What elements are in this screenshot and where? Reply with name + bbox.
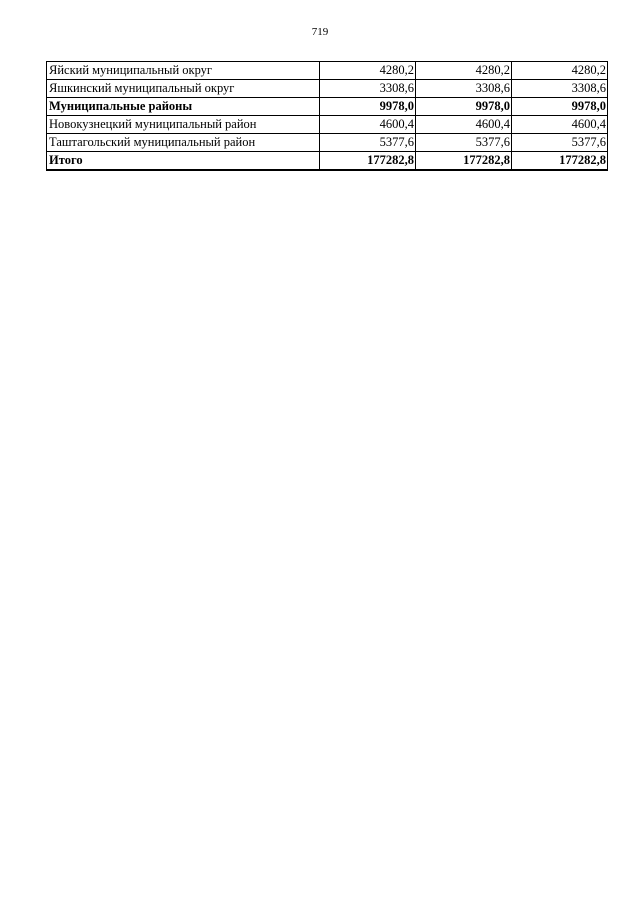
row-value-1: 4600,4 (320, 116, 416, 134)
row-name: Муниципальные районы (47, 98, 320, 116)
row-value-2: 4280,2 (416, 62, 512, 80)
table-row-subtotal (47, 98, 608, 116)
row-value-1: 3308,6 (320, 80, 416, 98)
row-value-2: 9978,0 (416, 98, 512, 116)
row-value-1: 4280,2 (320, 62, 416, 80)
row-value-1: 9978,0 (320, 98, 416, 116)
table-row (47, 134, 608, 152)
row-name: Новокузнецкий муниципальный район (47, 116, 320, 134)
row-value-2: 177282,8 (416, 152, 512, 171)
row-value-1: 177282,8 (320, 152, 416, 171)
row-value-3: 3308,6 (512, 80, 608, 98)
row-name: Яйский муниципальный округ (47, 62, 320, 80)
row-value-3: 177282,8 (512, 152, 608, 171)
row-value-2: 5377,6 (416, 134, 512, 152)
row-value-3: 4280,2 (512, 62, 608, 80)
row-value-3: 4600,4 (512, 116, 608, 134)
table-row (47, 116, 608, 134)
row-value-2: 3308,6 (416, 80, 512, 98)
row-name: Яшкинский муниципальный округ (47, 80, 320, 98)
row-name: Таштагольский муниципальный район (47, 134, 320, 152)
row-value-3: 9978,0 (512, 98, 608, 116)
row-value-1: 5377,6 (320, 134, 416, 152)
row-name: Итого (47, 152, 320, 171)
row-value-3: 5377,6 (512, 134, 608, 152)
table-row (47, 62, 608, 80)
table-row-total (47, 152, 608, 171)
budget-table (46, 61, 608, 171)
row-value-2: 4600,4 (416, 116, 512, 134)
page-number: 719 (311, 26, 329, 38)
table-row (47, 80, 608, 98)
